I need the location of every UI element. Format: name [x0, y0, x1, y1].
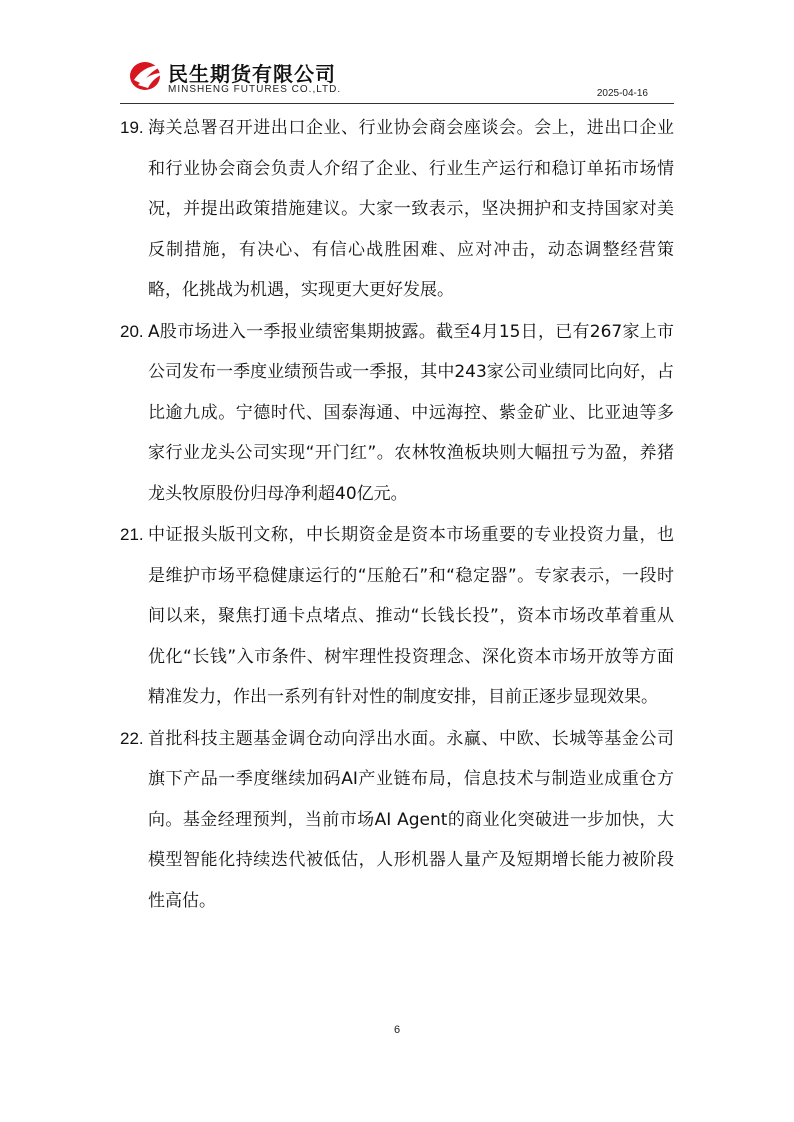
company-name-cn: 民生期货有限公司	[168, 62, 336, 86]
news-item-19	[120, 108, 674, 311]
item-text: 首批科技主题基金调仓动向浮出水面。永赢、中欧、长城等基金公司旗下产品一季度继续加码AI产业链布局，信息技术与制造业成重仓方向。基金经理预判，当前市场AI Agent的商业化突破进一步加快，大模型智能化持续迭代被低估，人形机器人量产及短期增长能力被阶段性高估。	[148, 728, 674, 911]
news-item-22	[120, 719, 674, 922]
item-number: 22.	[120, 728, 144, 748]
page-header	[120, 52, 674, 104]
news-item-21	[120, 515, 674, 718]
header-divider	[120, 103, 674, 104]
news-item-20	[120, 312, 674, 515]
item-number: 20.	[120, 321, 144, 341]
report-date: 2025-04-16	[596, 88, 648, 99]
news-list	[120, 108, 674, 921]
item-text: 中证报头版刊文称，中长期资金是资本市场重要的专业投资力量，也是维护市场平稳健康运行的“压舱石”和“稳定器”。专家表示，一段时间以来，聚焦打通卡点堵点、推动“长钱长投”，资本市场改革着重从优化“长钱”入市条件、树牢理性投资理念、深化资本市场开放等方面精准发力，作出一系列有针对性的制度安排，目前正逐步显现效果。	[148, 525, 674, 707]
page-number: 6	[393, 1024, 401, 1036]
item-text: 海关总署召开进出口企业、行业协会商会座谈会。会上，进出口企业和行业协会商会负责人介绍了企业、行业生产运行和稳订单拓市场情况，并提出政策措施建议。大家一致表示，坚决拥护和支持国家对美反制措施，有决心、有信心战胜困难、应对冲击，动态调整经营策略，化挑战为机遇，实现更大更好发展。	[148, 118, 674, 300]
item-text: A股市场进入一季报业绩密集期披露。截至4月15日，已有267家上市公司发布一季度业绩预告或一季报，其中243家公司业绩同比向好，占比逾九成。宁德时代、国泰海通、中远海控、紫金矿业、比亚迪等多家行业龙头公司实现“开门红”。农林牧渔板块则大幅扭亏为盈，养猪龙头牧原股份归母净利超40亿元。	[148, 321, 674, 504]
minsheng-logo-icon	[128, 58, 166, 92]
company-name-en: MINSHENG FUTURES CO.,LTD.	[168, 84, 342, 95]
item-number: 21.	[120, 525, 144, 544]
item-number: 19.	[120, 118, 144, 137]
